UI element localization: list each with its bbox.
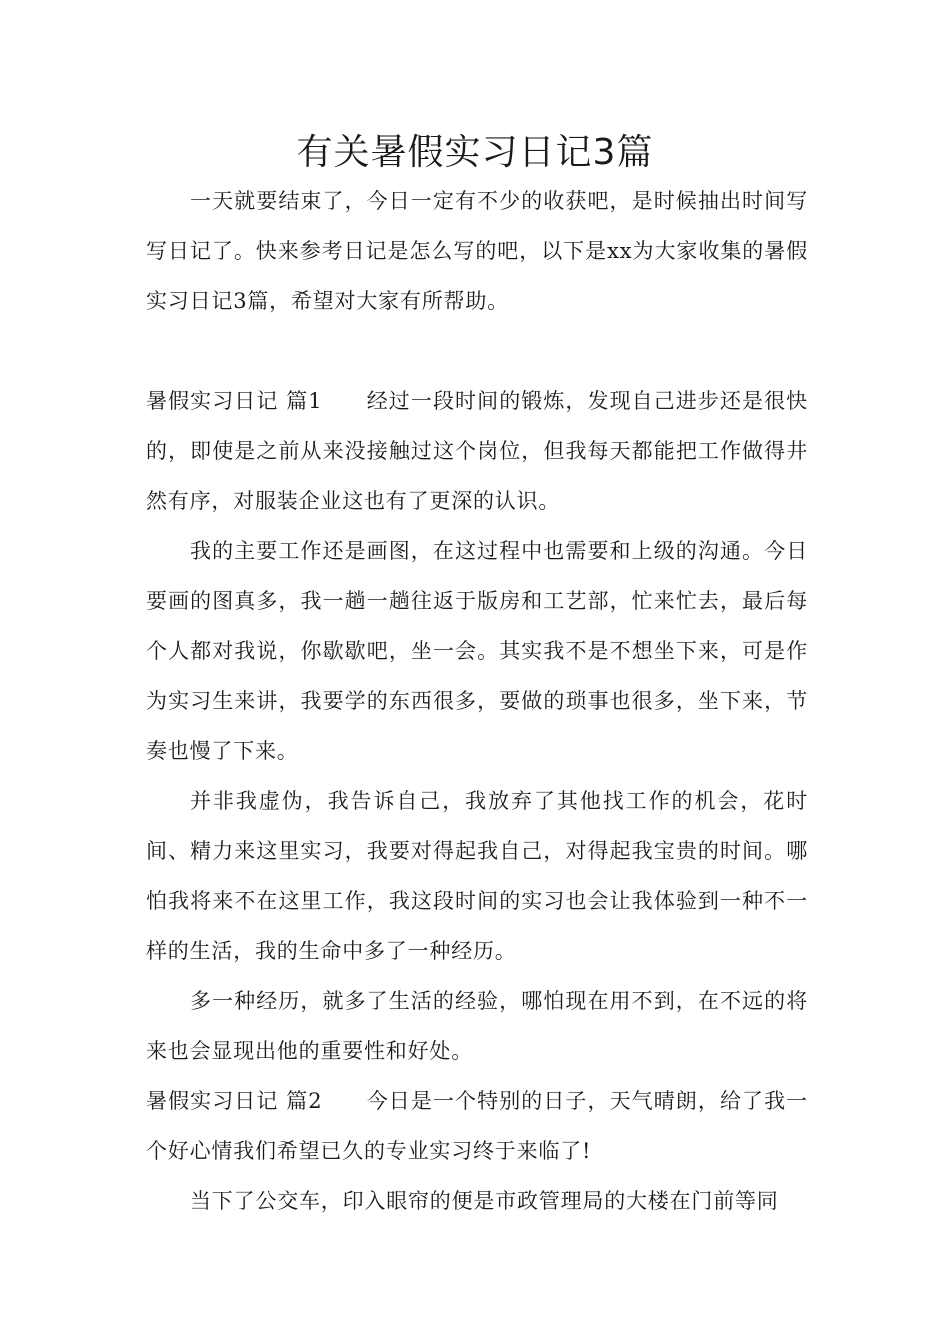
- section2-heading: 暑假实习日记 篇2: [146, 1089, 323, 1113]
- intro-paragraph: 一天就要结束了，今日一定有不少的收获吧，是时候抽出时间写写日记了。快来参考日记是怎么写的吧，以下是xx为大家收集的暑假实习日记3篇，希望对大家有所帮助。: [146, 189, 808, 313]
- section2-first-text: 今日是一个特别的日子，天气晴朗，给了我一个好心情我们希望已久的专业实习终于来临了!: [146, 1089, 808, 1163]
- document-body: [146, 176, 808, 1226]
- section1-heading: 暑假实习日记 篇1: [146, 389, 323, 413]
- paragraph-gap: [146, 326, 808, 376]
- section1-paragraph: 我的主要工作还是画图，在这过程中也需要和上级的沟通。今日要画的图真多，我一趟一趟往返于版房和工艺部，忙来忙去，最后每个人都对我说，你歇歇吧，坐一会。其实我不是不想坐下来，可是作为实习生来讲，我要学的东西很多，要做的琐事也很多，坐下来，节奏也慢了下来。: [146, 539, 808, 763]
- section2-paragraph: 当下了公交车，印入眼帘的便是市政管理局的大楼在门前等同: [190, 1189, 779, 1213]
- document-title: 有关暑假实习日记3篇: [296, 132, 654, 173]
- section1-first-text: 经过一段时间的锻炼，发现自己进步还是很快的，即使是之前从来没接触过这个岗位，但我每天都能把工作做得井然有序，对服装企业这也有了更深的认识。: [146, 389, 808, 513]
- section1-paragraph: 多一种经历，就多了生活的经验，哪怕现在用不到，在不远的将来也会显现出他的重要性和好处。: [146, 989, 808, 1063]
- section1-first-paragraph: [146, 376, 808, 526]
- section1-paragraph: 并非我虚伪，我告诉自己，我放弃了其他找工作的机会，花时间、精力来这里实习，我要对得起我自己，对得起我宝贵的时间。哪怕我将来不在这里工作，我这段时间的实习也会让我体验到一种不一样的生活，我的生命中多了一种经历。: [146, 789, 808, 963]
- section2-first-paragraph: [146, 1076, 808, 1176]
